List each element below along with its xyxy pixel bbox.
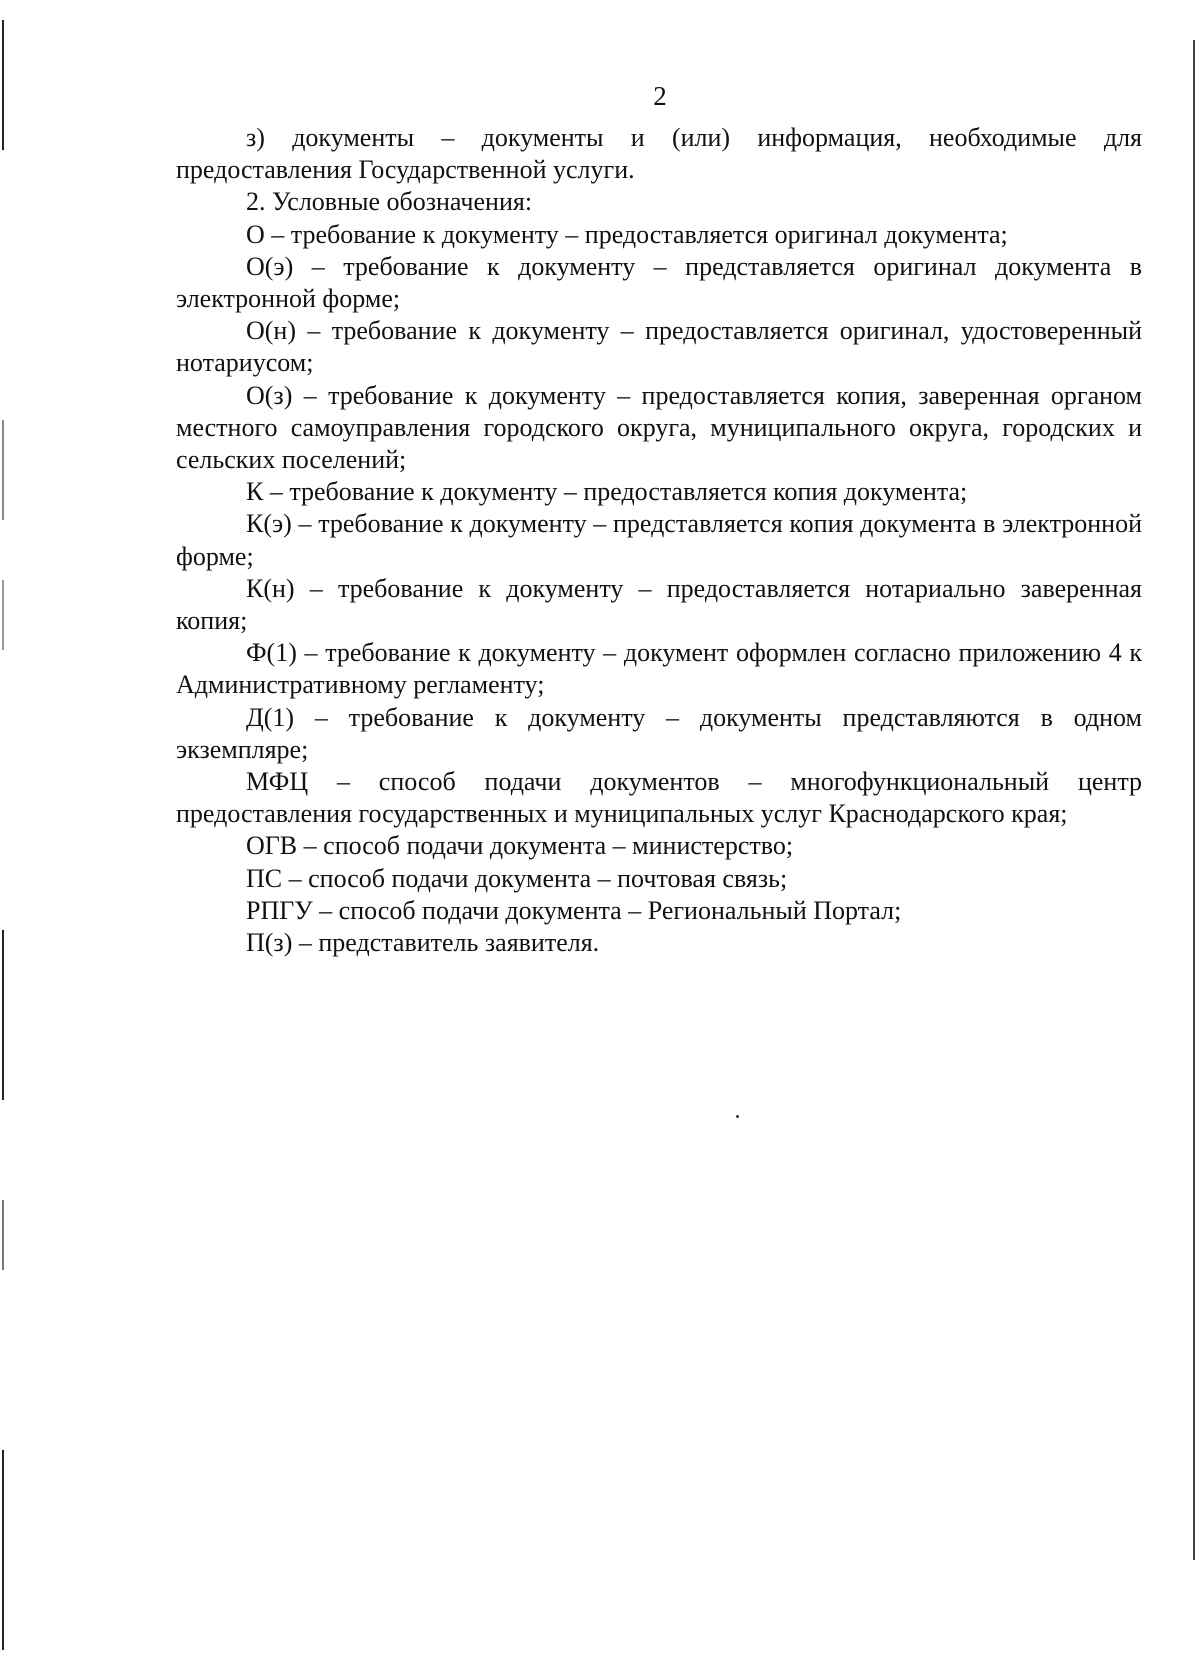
paragraph: з) документы – документы и (или) информация, необходимые для предоставления Государственной услуги. <box>176 123 1142 185</box>
scan-edge-mark <box>1193 40 1195 1560</box>
paragraph: РПГУ – способ подачи документа – Региональный Портал; <box>246 895 902 925</box>
paragraph: Ф(1) – требование к документу – документ оформлен согласно приложению 4 к Административному регламенту; <box>176 638 1142 700</box>
page-number: 2 <box>653 81 667 111</box>
paragraph: О(э) – требование к документу – представляется оригинал документа в электронной форме; <box>176 251 1142 314</box>
paragraph: ОГВ – способ подачи документа – министерство; <box>246 831 794 861</box>
paragraph: 2. Условные обозначения: <box>246 187 533 217</box>
scan-edge-mark <box>2 420 4 520</box>
scan-edge-mark <box>2 1200 4 1270</box>
paragraph: П(з) – представитель заявителя. <box>246 928 600 958</box>
paragraph: ПС – способ подачи документа – почтовая связь; <box>246 863 788 893</box>
paragraph: К(э) – требование к документу – представляется копия документа в электронной форме; <box>176 509 1142 571</box>
document-body <box>176 122 1142 959</box>
scan-edge-mark <box>2 580 4 650</box>
stray-dot <box>736 1115 739 1118</box>
paragraph: О(з) – требование к документу – предоставляется копия, заверенная органом местного самоуправления городского округа, муниципального округа, городских и сельских поселений; <box>176 380 1142 475</box>
scan-edge-mark <box>2 1450 4 1650</box>
paragraph: О – требование к документу – предоставляется оригинал документа; <box>246 219 1008 249</box>
paragraph: К(н) – требование к документу – предоставляется нотариально заверенная копия; <box>176 573 1142 636</box>
paragraph: Д(1) – требование к документу – документы представляются в одном экземпляре; <box>176 702 1142 764</box>
paragraph: К – требование к документу – предоставляется копия документа; <box>246 477 968 507</box>
scan-edge-mark <box>2 930 4 1100</box>
paragraph: О(н) – требование к документу – предоставляется оригинал, удостоверенный нотариусом; <box>176 316 1142 378</box>
paragraph: МФЦ – способ подачи документов – многофункциональный центр предоставления государственных и муниципальных услуг Краснодарского края; <box>176 767 1142 829</box>
